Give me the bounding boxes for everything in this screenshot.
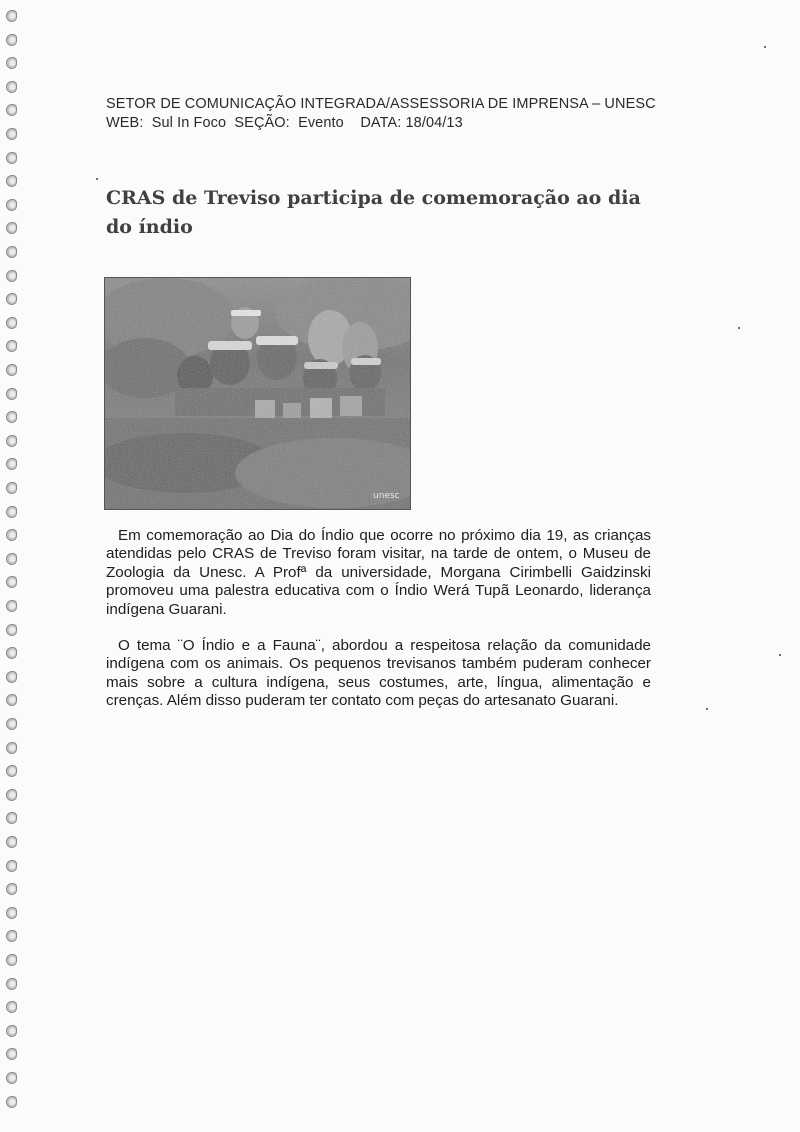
binding-ring [6, 340, 17, 352]
header-meta-line: WEB: Sul In Foco SEÇÃO: Evento DATA: 18/04/13 [106, 115, 463, 131]
binding-ring [6, 246, 17, 258]
binding-ring [6, 506, 17, 518]
binding-ring [6, 860, 17, 872]
binding-ring [6, 647, 17, 659]
binding-ring [6, 222, 17, 234]
binding-ring [6, 600, 17, 612]
binding-ring [6, 388, 17, 400]
header-sector-line: SETOR DE COMUNICAÇÃO INTEGRADA/ASSESSORIA DE IMPRENSA – UNESC [106, 96, 656, 112]
article-paragraph-1: Em comemoração ao Dia do Índio que ocorre no próximo dia 19, as crianças atendidas pelo CRAS de Treviso foram visitar, na tarde de ontem, o Museu de Zoologia da Unesc. A Profª da universidade, Morgana Cirimbelli Gaidzinski promoveu uma palestra educativa com o Índio Werá Tupã Leonardo, liderança indígena Guarani. [106, 527, 651, 618]
binding-ring [6, 152, 17, 164]
binding-ring [6, 789, 17, 801]
binding-ring [6, 57, 17, 69]
article-title: CRAS de Treviso participa de comemoração ao dia do índio [106, 187, 641, 238]
article-paragraph-2: O tema ¨O Índio e a Fauna¨, abordou a respeitosa relação da comunidade indígena com os animais. Os pequenos trevisanos também puderam conhecer mais sobre a cultura indígena, seus costumes, arte, língua, alimentação e crenças. Além disso puderam ter contato com peças do artesanato Guarani. [106, 637, 651, 710]
binding-ring [6, 1025, 17, 1037]
binding-ring [6, 624, 17, 636]
binding-ring [6, 199, 17, 211]
binding-ring [6, 978, 17, 990]
binding-ring [6, 765, 17, 777]
binding-ring [6, 954, 17, 966]
binding-ring [6, 411, 17, 423]
children-photo-image [105, 278, 411, 510]
scan-speck [764, 46, 766, 48]
spiral-binding [4, 6, 22, 1126]
binding-ring [6, 576, 17, 588]
binding-ring [6, 883, 17, 895]
binding-ring [6, 1072, 17, 1084]
binding-ring [6, 553, 17, 565]
photo-watermark: unesc [373, 491, 400, 501]
scan-speck [779, 654, 781, 656]
binding-ring [6, 529, 17, 541]
scan-speck [96, 178, 98, 180]
binding-ring [6, 317, 17, 329]
article-photo [104, 277, 411, 510]
binding-ring [6, 694, 17, 706]
binding-ring [6, 1096, 17, 1108]
scan-speck [738, 327, 740, 329]
binding-ring [6, 930, 17, 942]
binding-ring [6, 1001, 17, 1013]
binding-ring [6, 482, 17, 494]
binding-ring [6, 128, 17, 140]
binding-ring [6, 836, 17, 848]
document-header [106, 95, 706, 133]
scan-speck [706, 708, 708, 710]
binding-ring [6, 270, 17, 282]
binding-ring [6, 718, 17, 730]
binding-ring [6, 10, 17, 22]
binding-ring [6, 104, 17, 116]
binding-ring [6, 812, 17, 824]
binding-ring [6, 81, 17, 93]
binding-ring [6, 364, 17, 376]
binding-ring [6, 742, 17, 754]
binding-ring [6, 34, 17, 46]
binding-ring [6, 293, 17, 305]
binding-ring [6, 907, 17, 919]
binding-ring [6, 175, 17, 187]
binding-ring [6, 671, 17, 683]
article-body [106, 527, 651, 729]
binding-ring [6, 1048, 17, 1060]
binding-ring [6, 458, 17, 470]
binding-ring [6, 435, 17, 447]
